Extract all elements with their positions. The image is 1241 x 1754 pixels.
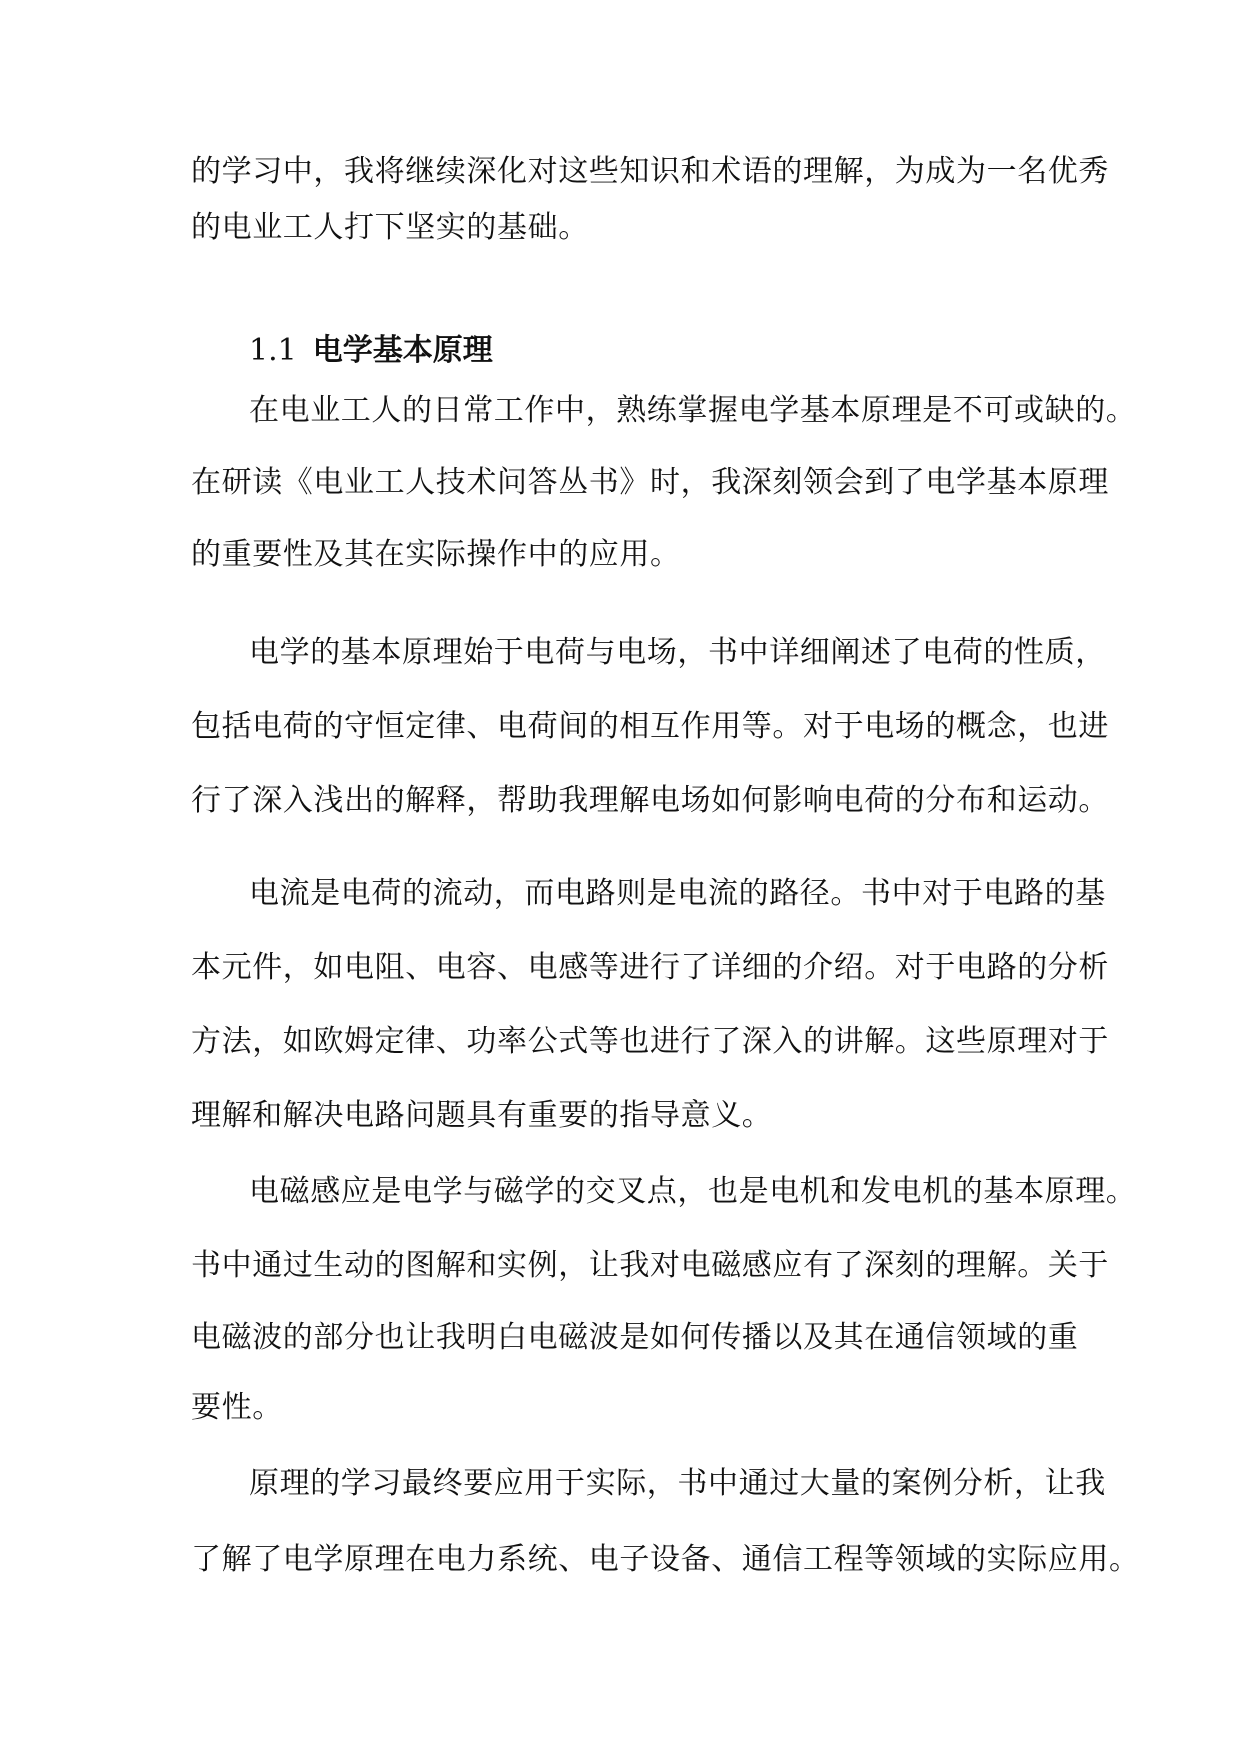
paragraph-line: 要性。: [191, 1390, 283, 1425]
section-heading: [249, 329, 493, 373]
paragraph-line: 理解和解决电路问题具有重要的指导意义。: [191, 1098, 773, 1133]
paragraph-line: 原理的学习最终要应用于实际，书中通过大量的案例分析，让我: [249, 1466, 1106, 1501]
paragraph-line: 包括电荷的守恒定律、电荷间的相互作用等。对于电场的概念，也进: [191, 709, 1109, 744]
section-title: 电学基本原理: [312, 333, 493, 368]
paragraph-line: 的重要性及其在实际操作中的应用。: [191, 537, 681, 572]
paragraph-line: 了解了电学原理在电力系统、电子设备、通信工程等领域的实际应用。: [191, 1542, 1140, 1577]
text-line: 的电业工人打下坚实的基础。: [191, 210, 589, 245]
paragraph-line: 电磁感应是电学与磁学的交叉点，也是电机和发电机的基本原理。: [249, 1174, 1137, 1209]
paragraph-line: 本元件，如电阻、电容、电感等进行了详细的介绍。对于电路的分析: [191, 950, 1109, 985]
paragraph-line: 电磁波的部分也让我明白电磁波是如何传播以及其在通信领域的重: [191, 1320, 1079, 1355]
section-number: 1.1: [249, 333, 297, 368]
paragraph-line: 书中通过生动的图解和实例，让我对电磁感应有了深刻的理解。关于: [191, 1248, 1109, 1283]
paragraph-line: 行了深入浅出的解释，帮助我理解电场如何影响电荷的分布和运动。: [191, 783, 1109, 818]
text-line: 的学习中，我将继续深化对这些知识和术语的理解，为成为一名优秀: [191, 154, 1109, 189]
paragraph-line: 方法，如欧姆定律、功率公式等也进行了深入的讲解。这些原理对于: [191, 1024, 1109, 1059]
paragraph-line: 电学的基本原理始于电荷与电场，书中详细阐述了电荷的性质，: [249, 635, 1106, 670]
paragraph-line: 在电业工人的日常工作中，熟练掌握电学基本原理是不可或缺的。: [249, 393, 1137, 428]
paragraph-line: 在研读《电业工人技术问答丛书》时，我深刻领会到了电学基本原理: [191, 465, 1109, 500]
paragraph-line: 电流是电荷的流动，而电路则是电流的路径。书中对于电路的基: [249, 876, 1106, 911]
